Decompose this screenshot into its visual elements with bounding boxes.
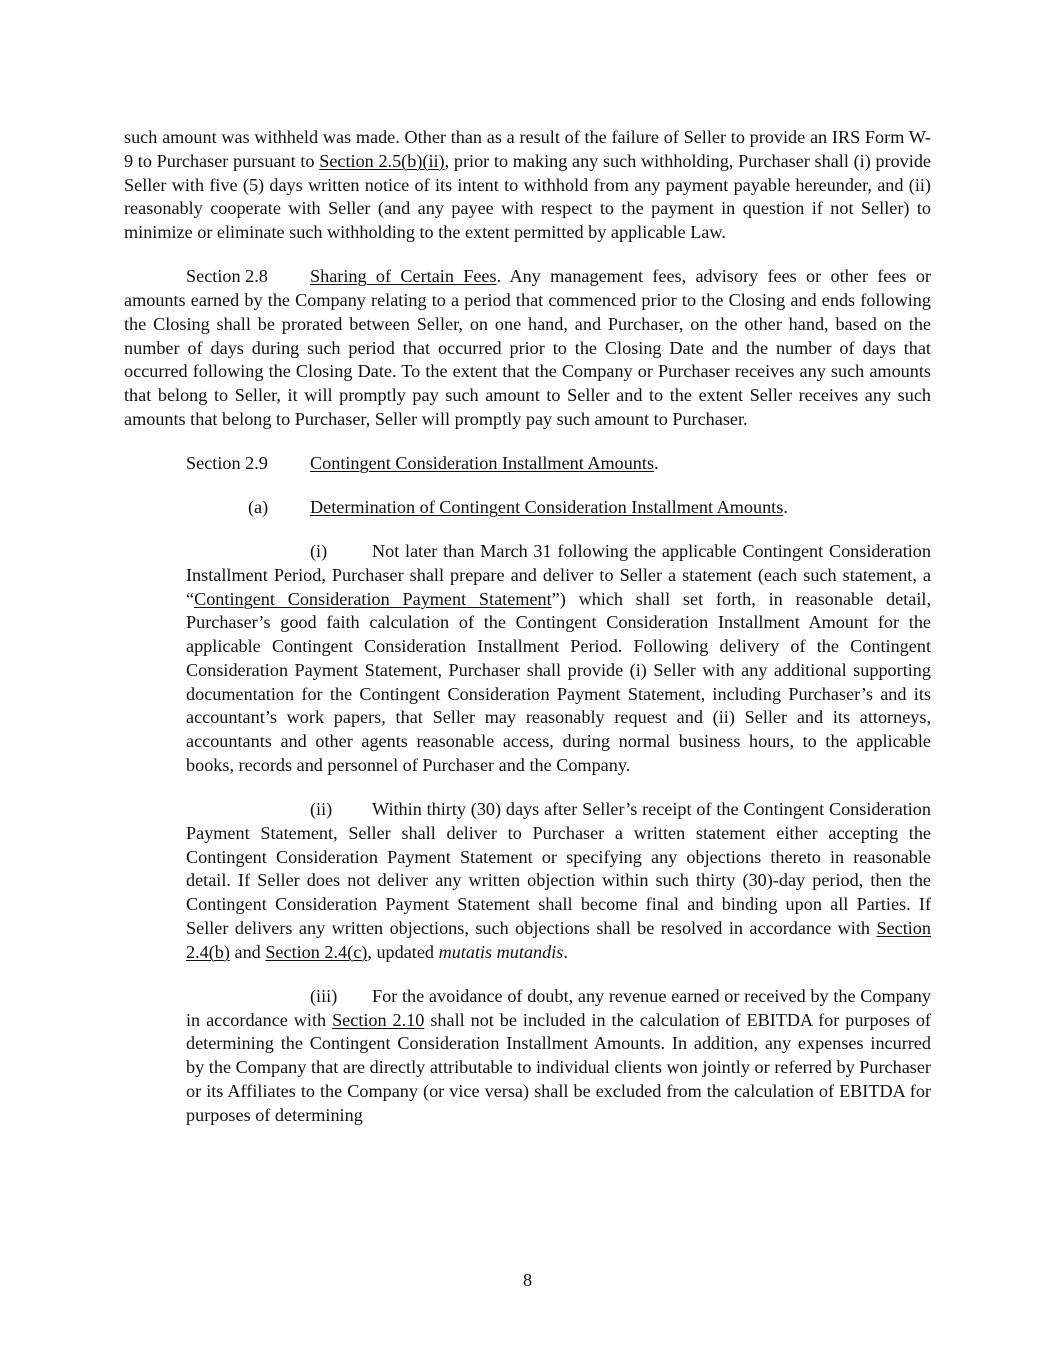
clause-number: (i) — [310, 540, 328, 561]
section-title: Sharing of Certain Fees — [310, 266, 497, 287]
section-reference: Section 2.10 — [332, 1009, 425, 1030]
clause-ii: (ii) Within thirty (30) days after Seller’s receipt of the Contingent Consideration Payment Statement, Seller shall deliver to Purchaser a written statement either accepting the Contingent Consideration Payment Statement or specifying any objections thereto in reasonable detail. If Seller does not deliver any written objection within such thirty (30)-day period, then the Contingent Consideration Payment Statement shall become final and binding upon all Parties. If Seller delivers any written objections, such objections shall be resolved in accordance with Section 2.4(b) and Section 2.4(c), updated mutatis mutandis. — [186, 799, 931, 962]
latin-phrase: mutatis mutandis — [438, 941, 564, 962]
section-number: Section 2.9 — [186, 452, 268, 473]
section-2-8: Section 2.8 Sharing of Certain Fees. Any management fees, advisory fees or other fees or amounts earned by the Company relating to a period that commenced prior to the Closing and ends following the Closing shall be prorated between Seller, on one hand, and Purchaser, on the other hand, based on the number of days during such period that occurred prior to the Closing Date and the number of days that occurred following the Closing Date. To the extent that the Company or Purchaser receives any such amounts that belong to Seller, it will promptly pay such amount to Seller and to the extent Seller receives any such amounts that belong to Purchaser, Seller will promptly pay such amount to Purchaser. — [124, 266, 931, 429]
section-reference: Section 2.5(b)(ii) — [319, 150, 445, 171]
section-title: Contingent Consideration Installment Amounts — [310, 452, 655, 473]
subsection-number: (a) — [248, 496, 269, 517]
clause-iii: (iii) For the avoidance of doubt, any revenue earned or received by the Company in accordance with Section 2.10 shall not be included in the calculation of EBITDA for purposes of determining the Contingent Consideration Installment Amounts. In addition, any expenses incurred by the Company that are directly attributable to individual clients won jointly or referred by Purchaser or its Affiliates to the Company (or vice versa) shall be excluded from the calculation of EBITDA for purposes of determining — [186, 985, 931, 1125]
section-number: Section 2.8 — [186, 266, 268, 287]
section-reference: Section 2.4(c) — [265, 941, 368, 962]
page-number: 8 — [522, 1270, 533, 1290]
defined-term: Contingent Consideration Payment Statement — [194, 588, 552, 609]
subsection-a: (a) Determination of Contingent Consideration Installment Amounts. — [124, 496, 931, 520]
clause-number: (ii) — [310, 799, 333, 820]
section-2-9: Section 2.9 Contingent Consideration Installment Amounts. — [124, 452, 931, 476]
clause-i: (i) Not later than March 31 following the applicable Contingent Consideration Installment Period, Purchaser shall prepare and deliver to Seller a statement (each such statement, a “Contingent Consideration Payment Statement”) which shall set forth, in reasonable detail, Purchaser’s good faith calculation of the Contingent Consideration Installment Amount for the applicable Contingent Consideration Installment Period. Following delivery of the Contingent Consideration Payment Statement, Purchaser shall provide (i) Seller with any additional supporting documentation for the Contingent Consideration Payment Statement, including Purchaser’s and its accountant’s work papers, that Seller may reasonably request and (ii) Seller and its attorneys, accountants and other agents reasonable access, during normal business hours, to the applicable books, records and personnel of Purchaser and the Company. — [186, 540, 931, 776]
paragraph-withholding: such amount was withheld was made. Other than as a result of the failure of Seller to provide an IRS Form W-9 to Purchaser pursuant to Section 2.5(b)(ii), prior to making any such withholding, Purchaser shall (i) provide Seller with five (5) days written notice of its intent to withhold from any payment payable hereunder, and (ii) reasonably cooperate with Seller (and any payee with respect to the payment in question if not Seller) to minimize or eliminate such withholding to the extent permitted by applicable Law. — [124, 127, 931, 243]
clause-number: (iii) — [310, 985, 338, 1006]
subsection-title: Determination of Contingent Consideration Installment Amounts — [310, 496, 784, 517]
document-page — [124, 126, 931, 1148]
section-reference: Section 2.4(b) — [186, 918, 931, 962]
